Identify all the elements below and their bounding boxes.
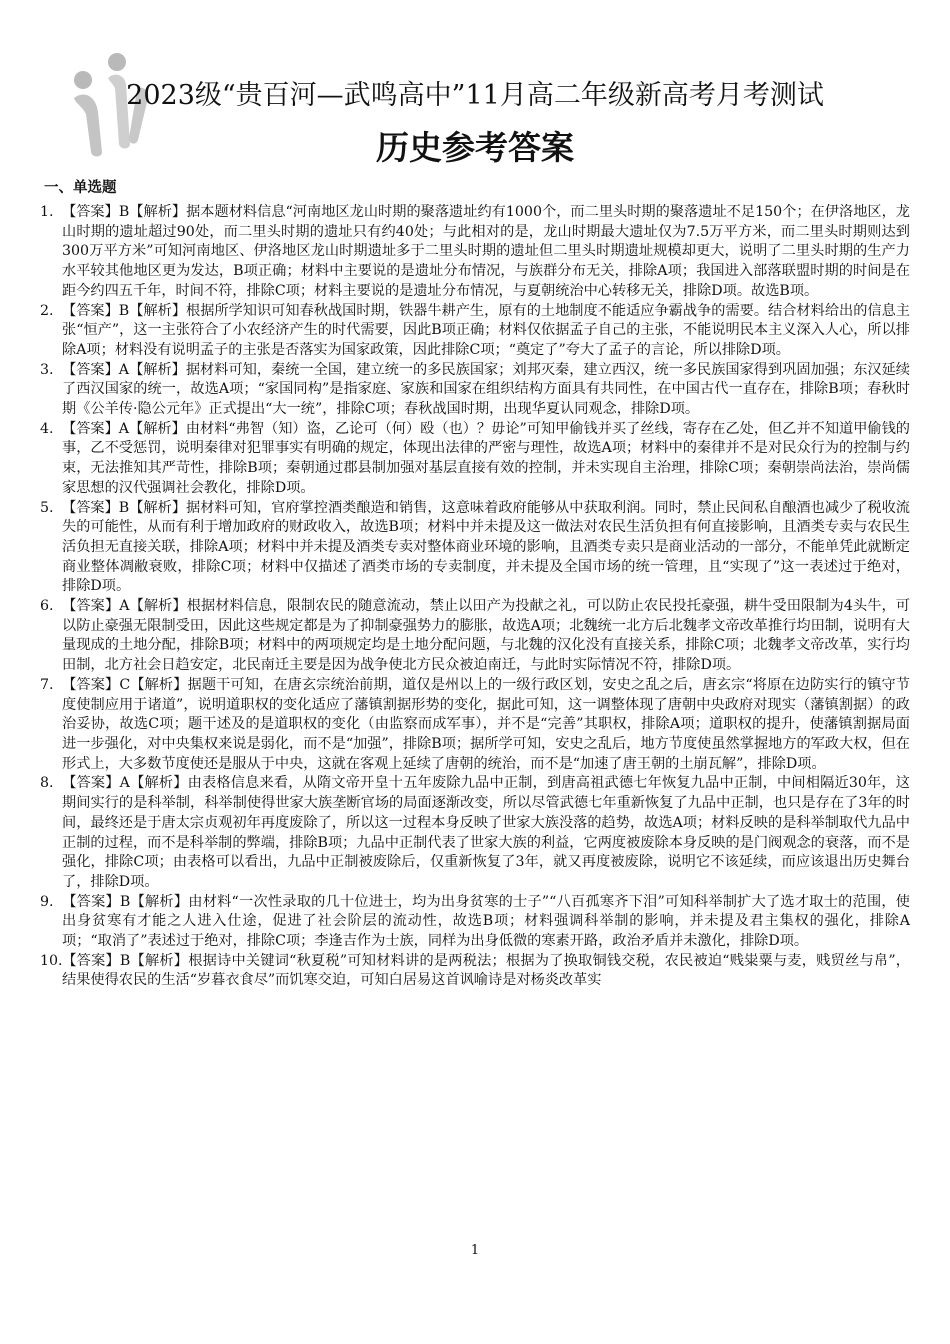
answer-item-1: [40, 203, 910, 302]
item-text: 【答案】B【解析】由材料“一次性录取的几十位进士，均为出身贫寒的士子”“八百孤寒齐下泪”可知科举制扩大了选才取士的范围，使出身贫寒有才能之人进入仕途，促进了社会阶层的流动性，故选B项；材料强调科举制的影响，并未提及君主集权的强化，排除A项；“取消了”表述过于绝对，排除C项；李逢吉作为士族，同样为出身低微的寒素开路，政治矛盾并未激化，排除D项。: [62, 893, 910, 950]
item-text: 【答案】B【解析】据本题材料信息“河南地区龙山时期的聚落遗址约有1000个，而二里头时期的聚落遗址不足150个；在伊洛地区，龙山时期的遗址超过90处，而二里头时期的遗址只有约40处；与此相对的是，龙山时期最大遗址仅为7.5万平方米，而二里头时期则达到300万平方米”可知河南地区、伊洛地区龙山时期遗址多于二里头时期的遗址但二里头时期遗址规模却更大，说明了二里头时期的生产力水平较其他地区更为发达，B项正确；材料中主要说的是遗址分布情况，与族群分布无关，排除A项；我国进入部落联盟时期的时间是在距今约四五千年，时间不符，排除C项；材料主要说的是遗址分布情况，与夏朝统治中心转移无关，排除D项。故选B项。: [62, 204, 910, 299]
answer-item-9: [40, 893, 910, 952]
item-number: 8.: [40, 775, 54, 792]
answer-item-6: [40, 597, 910, 676]
item-text: 【答案】A【解析】由材料“弗智（知）盗，乙论可（何）殴（也）？毋论”可知甲偷钱并买了丝线，寄存在乙处，但乙并不知道甲偷钱的事，乙不受惩罚，说明秦律对犯罪事实有明确的规定，体现出法律的严密与理性，故选A项；材料中的秦律并不是对民众行为的控制与约束，无法推知其严苛性，排除B项；秦朝通过郡县制加强对基层直接有效的控制，并未实现自主治理，排除C项；秦朝崇尚法治，崇尚儒家思想的汉代强调社会教化，排除D项。: [62, 420, 910, 496]
page-number: 1: [470, 1243, 480, 1258]
answer-item-4: [40, 420, 910, 499]
item-text: 【答案】A【解析】由表格信息来看，从隋文帝开皇十五年废除九品中正制，到唐高祖武德七年恢复九品中正制，中间相隔近30年，这期间实行的是科举制，科举制使得世家大族垄断官场的局面逐渐改变，所以尽管武德七年重新恢复了九品中正制，也只是存在了3年的时间，最终还是于唐太宗贞观初年再度废除了，所以这一过程本身反映了世家大族没落的趋势，故选A项；材料反映的是科举制取代九品中正制的过程，而不是科举制的弊端，排除B项；九品中正制代表了世家大族的利益，它两度被废除本身反映的是门阀观念的衰落，而不是强化，排除C项；由表格可以看出，九品中正制被废除后，仅重新恢复了3年，就又再度被废除，说明它不该延续，而应该退出历史舞台了，排除D项。: [62, 775, 910, 890]
answer-item-8: [40, 774, 910, 892]
item-number: 9.: [40, 893, 54, 910]
item-number: 10.: [40, 952, 63, 969]
item-text: 【答案】B【解析】据材料可知，官府掌控酒类酿造和销售，这意味着政府能够从中获取利润。同时，禁止民间私自酿酒也减少了税收流失的可能性，从而有利于增加政府的财政收入，故选B项；材料中并未提及这一做法对农民生活负担有何直接影响，且酒类专卖与农民生活负担无直接关联，排除A项；材料中并未提及酒类专卖对整体商业环境的影响，且酒类专卖只是商业活动的一部分，不能单凭此就断定商业整体凋敝衰败，排除C项；材料中仅描述了酒类市场的专卖制度，并未提及全国市场的统一管理，且“实现了”这一表述过于绝对，排除D项。: [62, 499, 910, 595]
item-number: 4.: [40, 420, 54, 437]
item-number: 2.: [40, 302, 54, 319]
item-text: 【答案】C【解析】据题干可知，在唐玄宗统治前期，道仅是州以上的一级行政区划，安史之乱之后，唐玄宗“将原在边防实行的镇守节度使制应用于诸道”，说明道职权的变化适应了藩镇割据形势的变化，据此可知，这一调整体现了唐朝中央政府对现实（藩镇割据）的政治妥协，故选C项；题干述及的是道职权的变化（由监察而成军事），并不是“完善”其职权，排除A项；道职权的提升，使藩镇割据局面进一步强化，对中央集权来说是弱化，而不是“加强”，排除B项；据所学可知，安史之乱后，地方节度使虽然掌握地方的军政大权，但在形式上，大多数节度使还是服从于中央，这就在客观上延续了唐朝的统治，而不是“加速了唐王朝的土崩瓦解”，排除D项。: [62, 676, 910, 772]
answer-item-5: [40, 499, 910, 598]
item-text: 【答案】B【解析】根据诗中关键词“秋夏税”可知材料讲的是两税法；根据为了换取铜钱交税，农民被迫“贱粜粟与麦，贱贸丝与帛”，结果使得农民的生活“岁暮衣食尽”而饥寒交迫，可知白居易这首讽喻诗是对杨炎改革实: [62, 952, 910, 989]
page-subtitle: 历史参考答案: [376, 128, 574, 167]
section-heading: 一、单选题: [44, 180, 117, 196]
answer-item-7: [40, 676, 910, 775]
page-title: 2023级“贵百河—武鸣高中”11月高二年级新高考月考测试: [126, 80, 824, 111]
item-number: 5.: [40, 499, 54, 516]
item-text: 【答案】A【解析】据材料可知，秦统一全国，建立统一的多民族国家；刘邦灭秦，建立西汉，统一多民族国家得到巩固加强；东汉延续了西汉国家的统一，故选A项；“家国同构”是指家庭、家族和国家在组织结构方面具有共同性，在中国古代一直存在，排除B项；春秋时期《公羊传·隐公元年》正式提出“大一统”，排除C项；春秋战国时期，出现华夏认同观念，排除D项。: [62, 361, 910, 418]
answer-item-10: [40, 952, 910, 991]
item-number: 3.: [40, 361, 54, 378]
item-number: 6.: [40, 598, 54, 615]
item-text: 【答案】A【解析】根据材料信息，限制农民的随意流动，禁止以田产为投献之礼，可以防止农民投托豪强，耕牛受田限制为4头牛，可以防止豪强无限制受田，因此这些规定都是为了抑制豪强势力的膨胀，故选A项；北魏统一北方后北魏孝文帝改革推行均田制，说明有大量现成的土地分配，排除B项；材料中的两项规定均是土地分配问题，与北魏的汉化没有直接关系，排除C项；北魏孝文帝改革，实行均田制，北方社会日趋安定，北民南迁主要是因为战争使北方民众被迫南迁，与此时实际情况不符，排除D项。: [62, 598, 910, 674]
answer-item-3: [40, 361, 910, 420]
item-number: 1.: [40, 204, 54, 220]
answer-list: [40, 203, 910, 991]
item-text: 【答案】B【解析】根据所学知识可知春秋战国时期，铁器牛耕产生，原有的土地制度不能适应争霸战争的需要。结合材料给出的信息主张“恒产”，这一主张符合了小农经济产生的时代需要，因此B项正确；材料仅依据孟子自己的主张，不能说明民本主义深入人心，所以排除A项；材料没有说明孟子的主张是否落实为国家政策，因此排除C项；“奠定了”夸大了孟子的言论，所以排除D项。: [62, 302, 910, 358]
item-number: 7.: [40, 676, 54, 693]
answer-item-2: [40, 302, 910, 361]
